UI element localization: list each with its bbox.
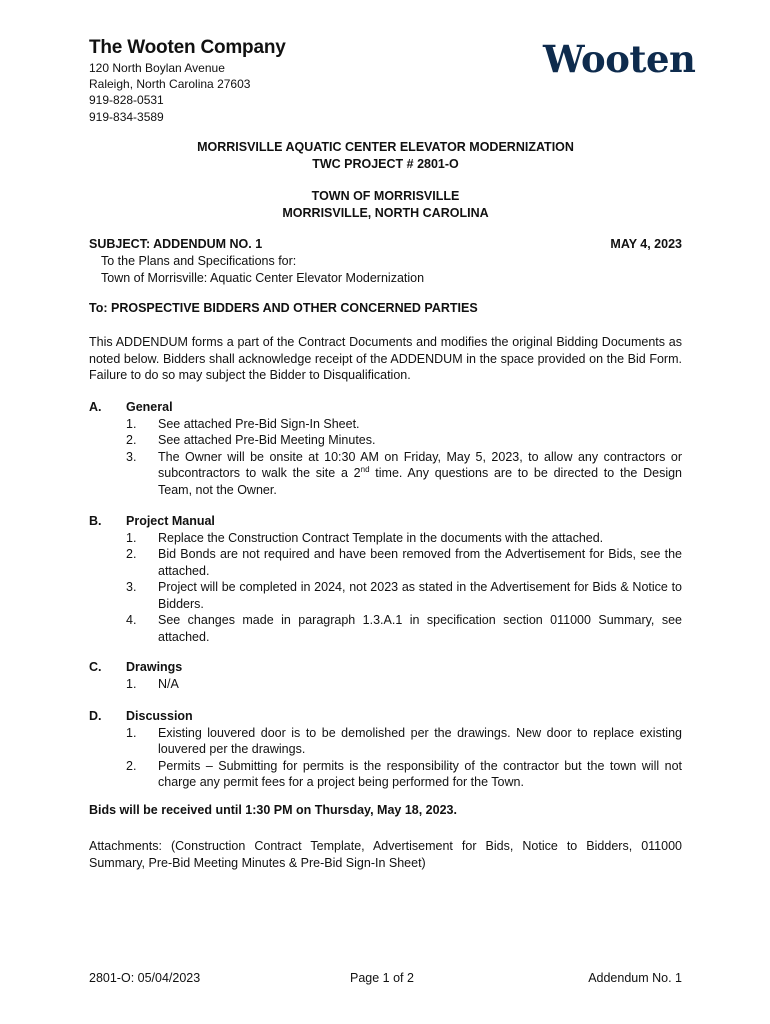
section-items: [126, 725, 682, 791]
item-number: 1.: [126, 416, 137, 431]
item-text: See changes made in paragraph 1.3.A.1 in specification section 011000 Summary, see attached.: [158, 613, 682, 644]
item-text: N/A: [158, 676, 179, 691]
item-number: 1.: [126, 676, 137, 691]
company-address: [89, 60, 250, 125]
item-text: Bid Bonds are not required and have been removed from the Advertisement for Bids, see the attached.: [158, 547, 682, 578]
list-item: [126, 449, 682, 499]
item-text: Permits – Submitting for permits is the responsibility of the contractor but the town will not charge any permit fees for a project being performed for the Town.: [158, 758, 682, 789]
item-text: Project will be completed in 2024, not 2023 as stated in the Advertisement for Bids & Notice to Bidders.: [158, 580, 682, 611]
subject-lines: [101, 253, 424, 286]
item-text: Replace the Construction Contract Template in the documents with the attached.: [158, 530, 604, 545]
list-item: [126, 579, 682, 612]
section-letter: D.: [89, 709, 102, 723]
list-item: [126, 546, 682, 579]
company-name: The Wooten Company: [89, 37, 286, 58]
phone-2: 919-834-3589: [89, 109, 164, 124]
list-item: [126, 530, 682, 547]
project-number: TWC PROJECT # 2801-O: [312, 156, 459, 171]
to-line: To: PROSPECTIVE BIDDERS AND OTHER CONCERNED PARTIES: [89, 301, 478, 315]
footer-page-number: Page 1 of 2: [350, 971, 414, 985]
subject-row: [89, 236, 682, 253]
item-number: 3.: [126, 449, 137, 464]
section-items: [126, 530, 682, 646]
item-number: 2.: [126, 433, 137, 447]
attachments-paragraph: Attachments: (Construction Contract Template, Advertisement for Bids, Notice to Bidders, 011000 Summary, Pre-Bid Meeting Minutes & Pre-Bid Sign-In Sheet): [89, 839, 682, 870]
address-city: Raleigh, North Carolina 27603: [89, 77, 251, 92]
subject-label: SUBJECT: ADDENDUM NO. 1: [89, 237, 263, 251]
owner-name: TOWN OF MORRISVILLE: [311, 189, 460, 203]
section-title: Drawings: [126, 660, 183, 674]
addendum-date: MAY 4, 2023: [610, 237, 682, 251]
subject-line-2: Town of Morrisville: Aquatic Center Elevator Modernization: [101, 270, 425, 285]
section-letter: C.: [89, 660, 102, 674]
list-item: [126, 676, 682, 693]
item-number: 1.: [126, 725, 137, 740]
item-number: 2.: [126, 547, 137, 561]
list-item: [126, 416, 682, 433]
section-letter: B.: [89, 514, 102, 528]
item-number: 4.: [126, 613, 137, 627]
item-text: Existing louvered door is to be demolished per the drawings. New door to replace existing louvered per the drawings.: [158, 725, 682, 756]
ordinal-suffix: nd: [360, 464, 370, 474]
project-title: MORRISVILLE AQUATIC CENTER ELEVATOR MODERNIZATION: [197, 140, 574, 154]
bids-deadline: Bids will be received until 1:30 PM on Thursday, May 18, 2023.: [89, 803, 457, 817]
wooten-logo: [543, 38, 713, 80]
intro-paragraph: This ADDENDUM forms a part of the Contract Documents and modifies the original Bidding Documents as noted below. Bidders shall acknowledge receipt of the ADDENDUM in the space provided on the Bid Form. Failure to do so may subject the Bidder to Disqualification.: [89, 335, 682, 382]
footer-right: Addendum No. 1: [588, 971, 682, 985]
item-number: 2.: [126, 758, 137, 773]
section-letter: A.: [89, 400, 102, 414]
subject-line-1: To the Plans and Specifications for:: [101, 254, 297, 268]
item-text: The Owner will be onsite at 10:30 AM on Friday, May 5, 2023, to allow any contractors or subcontractors to walk the site a 2: [158, 449, 682, 480]
list-item: [126, 758, 682, 791]
list-item: [126, 612, 682, 645]
item-text: See attached Pre-Bid Sign-In Sheet.: [158, 416, 360, 431]
project-heading: [89, 139, 682, 172]
phone-1: 919-828-0531: [89, 93, 164, 108]
section-items: [126, 676, 682, 693]
section-title: Discussion: [126, 709, 193, 723]
address-street: 120 North Boylan Avenue: [89, 61, 225, 75]
section-title: Project Manual: [126, 514, 215, 528]
item-number: 1.: [126, 530, 137, 545]
footer-left: 2801-O: 05/04/2023: [89, 971, 201, 985]
list-item: [126, 725, 682, 758]
owner-heading: [89, 188, 682, 221]
section-title: General: [126, 400, 173, 414]
item-number: 3.: [126, 580, 137, 594]
item-text: See attached Pre-Bid Meeting Minutes.: [158, 433, 376, 447]
logo-text: Wooten: [543, 37, 696, 81]
owner-location: MORRISVILLE, NORTH CAROLINA: [282, 205, 489, 220]
list-item: [126, 432, 682, 449]
section-items: [126, 416, 682, 499]
item-text-continued: time. Any questions are to be directed to the Design Team, not the Owner.: [158, 466, 682, 497]
